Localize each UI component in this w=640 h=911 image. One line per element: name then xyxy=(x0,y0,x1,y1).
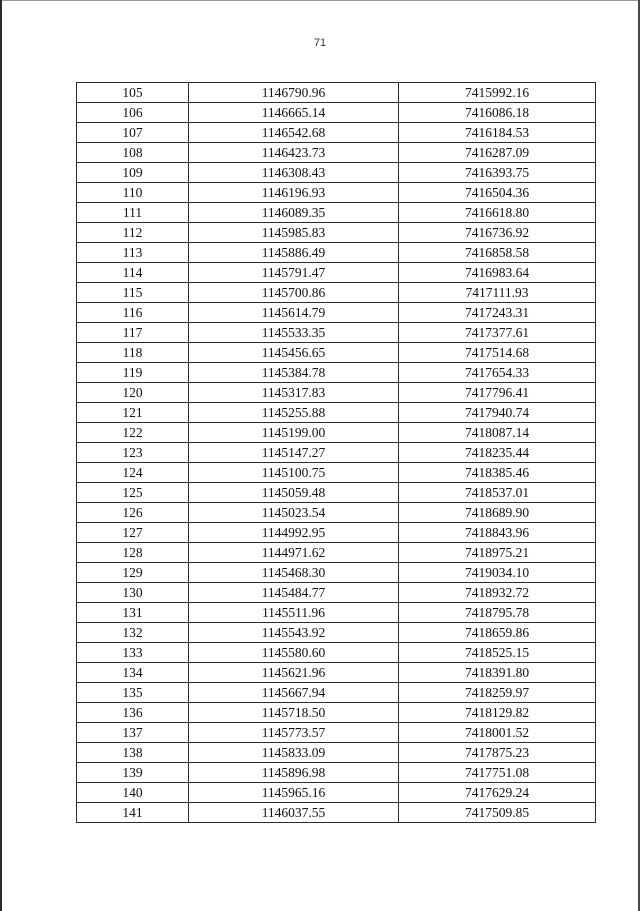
x-coordinate-cell: 1145833.09 xyxy=(189,743,399,763)
x-coordinate-cell: 1145886.49 xyxy=(189,243,399,263)
y-coordinate-cell: 7416983.64 xyxy=(399,263,596,283)
coordinates-table xyxy=(76,82,596,823)
table-row xyxy=(77,663,596,683)
y-coordinate-cell: 7418659.86 xyxy=(399,623,596,643)
table-row xyxy=(77,363,596,383)
table-row xyxy=(77,283,596,303)
point-number-cell: 108 xyxy=(77,143,189,163)
table-row xyxy=(77,143,596,163)
point-number-cell: 135 xyxy=(77,683,189,703)
table-row xyxy=(77,783,596,803)
y-coordinate-cell: 7418843.96 xyxy=(399,523,596,543)
x-coordinate-cell: 1145965.16 xyxy=(189,783,399,803)
point-number-cell: 134 xyxy=(77,663,189,683)
y-coordinate-cell: 7418795.78 xyxy=(399,603,596,623)
y-coordinate-cell: 7418525.15 xyxy=(399,643,596,663)
point-number-cell: 110 xyxy=(77,183,189,203)
table-row xyxy=(77,123,596,143)
y-coordinate-cell: 7417243.31 xyxy=(399,303,596,323)
y-coordinate-cell: 7417377.61 xyxy=(399,323,596,343)
y-coordinate-cell: 7417514.68 xyxy=(399,343,596,363)
point-number-cell: 116 xyxy=(77,303,189,323)
table-row xyxy=(77,543,596,563)
x-coordinate-cell: 1144971.62 xyxy=(189,543,399,563)
x-coordinate-cell: 1146790.96 xyxy=(189,83,399,103)
x-coordinate-cell: 1146308.43 xyxy=(189,163,399,183)
x-coordinate-cell: 1145317.83 xyxy=(189,383,399,403)
point-number-cell: 133 xyxy=(77,643,189,663)
y-coordinate-cell: 7417751.08 xyxy=(399,763,596,783)
x-coordinate-cell: 1145100.75 xyxy=(189,463,399,483)
point-number-cell: 121 xyxy=(77,403,189,423)
table-row xyxy=(77,563,596,583)
x-coordinate-cell: 1145255.88 xyxy=(189,403,399,423)
page-number: 71 xyxy=(313,37,327,49)
table-row xyxy=(77,83,596,103)
y-coordinate-cell: 7417509.85 xyxy=(399,803,596,823)
y-coordinate-cell: 7416858.58 xyxy=(399,243,596,263)
x-coordinate-cell: 1145059.48 xyxy=(189,483,399,503)
x-coordinate-cell: 1145468.30 xyxy=(189,563,399,583)
scan-edge-left xyxy=(0,0,2,911)
table-row xyxy=(77,503,596,523)
point-number-cell: 117 xyxy=(77,323,189,343)
x-coordinate-cell: 1145484.77 xyxy=(189,583,399,603)
y-coordinate-cell: 7418087.14 xyxy=(399,423,596,443)
y-coordinate-cell: 7416504.36 xyxy=(399,183,596,203)
point-number-cell: 120 xyxy=(77,383,189,403)
point-number-cell: 125 xyxy=(77,483,189,503)
y-coordinate-cell: 7416618.80 xyxy=(399,203,596,223)
x-coordinate-cell: 1145533.35 xyxy=(189,323,399,343)
x-coordinate-cell: 1145456.65 xyxy=(189,343,399,363)
y-coordinate-cell: 7419034.10 xyxy=(399,563,596,583)
x-coordinate-cell: 1145580.60 xyxy=(189,643,399,663)
x-coordinate-cell: 1145896.98 xyxy=(189,763,399,783)
point-number-cell: 113 xyxy=(77,243,189,263)
y-coordinate-cell: 7418975.21 xyxy=(399,543,596,563)
point-number-cell: 106 xyxy=(77,103,189,123)
y-coordinate-cell: 7418391.80 xyxy=(399,663,596,683)
x-coordinate-cell: 1145700.86 xyxy=(189,283,399,303)
y-coordinate-cell: 7418001.52 xyxy=(399,723,596,743)
table-row xyxy=(77,463,596,483)
y-coordinate-cell: 7416393.75 xyxy=(399,163,596,183)
x-coordinate-cell: 1144992.95 xyxy=(189,523,399,543)
x-coordinate-cell: 1145718.50 xyxy=(189,703,399,723)
y-coordinate-cell: 7416736.92 xyxy=(399,223,596,243)
y-coordinate-cell: 7417875.23 xyxy=(399,743,596,763)
y-coordinate-cell: 7418235.44 xyxy=(399,443,596,463)
table-row xyxy=(77,383,596,403)
point-number-cell: 115 xyxy=(77,283,189,303)
table-row xyxy=(77,483,596,503)
point-number-cell: 140 xyxy=(77,783,189,803)
y-coordinate-cell: 7417654.33 xyxy=(399,363,596,383)
point-number-cell: 107 xyxy=(77,123,189,143)
point-number-cell: 127 xyxy=(77,523,189,543)
x-coordinate-cell: 1146089.35 xyxy=(189,203,399,223)
point-number-cell: 132 xyxy=(77,623,189,643)
table-row xyxy=(77,723,596,743)
table-row xyxy=(77,583,596,603)
y-coordinate-cell: 7418129.82 xyxy=(399,703,596,723)
point-number-cell: 114 xyxy=(77,263,189,283)
x-coordinate-cell: 1145773.57 xyxy=(189,723,399,743)
point-number-cell: 131 xyxy=(77,603,189,623)
x-coordinate-cell: 1145985.83 xyxy=(189,223,399,243)
x-coordinate-cell: 1145511.96 xyxy=(189,603,399,623)
x-coordinate-cell: 1146542.68 xyxy=(189,123,399,143)
table-row xyxy=(77,183,596,203)
x-coordinate-cell: 1145199.00 xyxy=(189,423,399,443)
y-coordinate-cell: 7418537.01 xyxy=(399,483,596,503)
table-row xyxy=(77,743,596,763)
point-number-cell: 118 xyxy=(77,343,189,363)
point-number-cell: 122 xyxy=(77,423,189,443)
y-coordinate-cell: 7417940.74 xyxy=(399,403,596,423)
table-row xyxy=(77,203,596,223)
table-row xyxy=(77,163,596,183)
point-number-cell: 105 xyxy=(77,83,189,103)
table-row xyxy=(77,803,596,823)
point-number-cell: 136 xyxy=(77,703,189,723)
x-coordinate-cell: 1145023.54 xyxy=(189,503,399,523)
x-coordinate-cell: 1145621.96 xyxy=(189,663,399,683)
table-row xyxy=(77,603,596,623)
table-row xyxy=(77,763,596,783)
table-row xyxy=(77,423,596,443)
x-coordinate-cell: 1145384.78 xyxy=(189,363,399,383)
point-number-cell: 129 xyxy=(77,563,189,583)
y-coordinate-cell: 7418385.46 xyxy=(399,463,596,483)
table-row xyxy=(77,643,596,663)
y-coordinate-cell: 7416086.18 xyxy=(399,103,596,123)
table-row xyxy=(77,703,596,723)
y-coordinate-cell: 7417111.93 xyxy=(399,283,596,303)
point-number-cell: 109 xyxy=(77,163,189,183)
x-coordinate-cell: 1145147.27 xyxy=(189,443,399,463)
table-row xyxy=(77,263,596,283)
table-row xyxy=(77,223,596,243)
y-coordinate-cell: 7418689.90 xyxy=(399,503,596,523)
y-coordinate-cell: 7416287.09 xyxy=(399,143,596,163)
y-coordinate-cell: 7416184.53 xyxy=(399,123,596,143)
point-number-cell: 138 xyxy=(77,743,189,763)
x-coordinate-cell: 1145543.92 xyxy=(189,623,399,643)
point-number-cell: 126 xyxy=(77,503,189,523)
y-coordinate-cell: 7417629.24 xyxy=(399,783,596,803)
x-coordinate-cell: 1146665.14 xyxy=(189,103,399,123)
table-row xyxy=(77,523,596,543)
x-coordinate-cell: 1146196.93 xyxy=(189,183,399,203)
table-row xyxy=(77,243,596,263)
table-row xyxy=(77,403,596,423)
table-row xyxy=(77,443,596,463)
point-number-cell: 128 xyxy=(77,543,189,563)
x-coordinate-cell: 1145667.94 xyxy=(189,683,399,703)
point-number-cell: 137 xyxy=(77,723,189,743)
x-coordinate-cell: 1145791.47 xyxy=(189,263,399,283)
point-number-cell: 124 xyxy=(77,463,189,483)
point-number-cell: 119 xyxy=(77,363,189,383)
x-coordinate-cell: 1146423.73 xyxy=(189,143,399,163)
point-number-cell: 112 xyxy=(77,223,189,243)
table-row xyxy=(77,103,596,123)
table-row xyxy=(77,323,596,343)
table-row xyxy=(77,343,596,363)
point-number-cell: 111 xyxy=(77,203,189,223)
scan-edge-top xyxy=(0,0,640,1)
y-coordinate-cell: 7418932.72 xyxy=(399,583,596,603)
point-number-cell: 123 xyxy=(77,443,189,463)
x-coordinate-cell: 1146037.55 xyxy=(189,803,399,823)
table-row xyxy=(77,683,596,703)
y-coordinate-cell: 7417796.41 xyxy=(399,383,596,403)
point-number-cell: 141 xyxy=(77,803,189,823)
point-number-cell: 139 xyxy=(77,763,189,783)
table-row xyxy=(77,303,596,323)
point-number-cell: 130 xyxy=(77,583,189,603)
coordinates-table-body xyxy=(77,83,596,823)
x-coordinate-cell: 1145614.79 xyxy=(189,303,399,323)
table-row xyxy=(77,623,596,643)
y-coordinate-cell: 7418259.97 xyxy=(399,683,596,703)
y-coordinate-cell: 7415992.16 xyxy=(399,83,596,103)
